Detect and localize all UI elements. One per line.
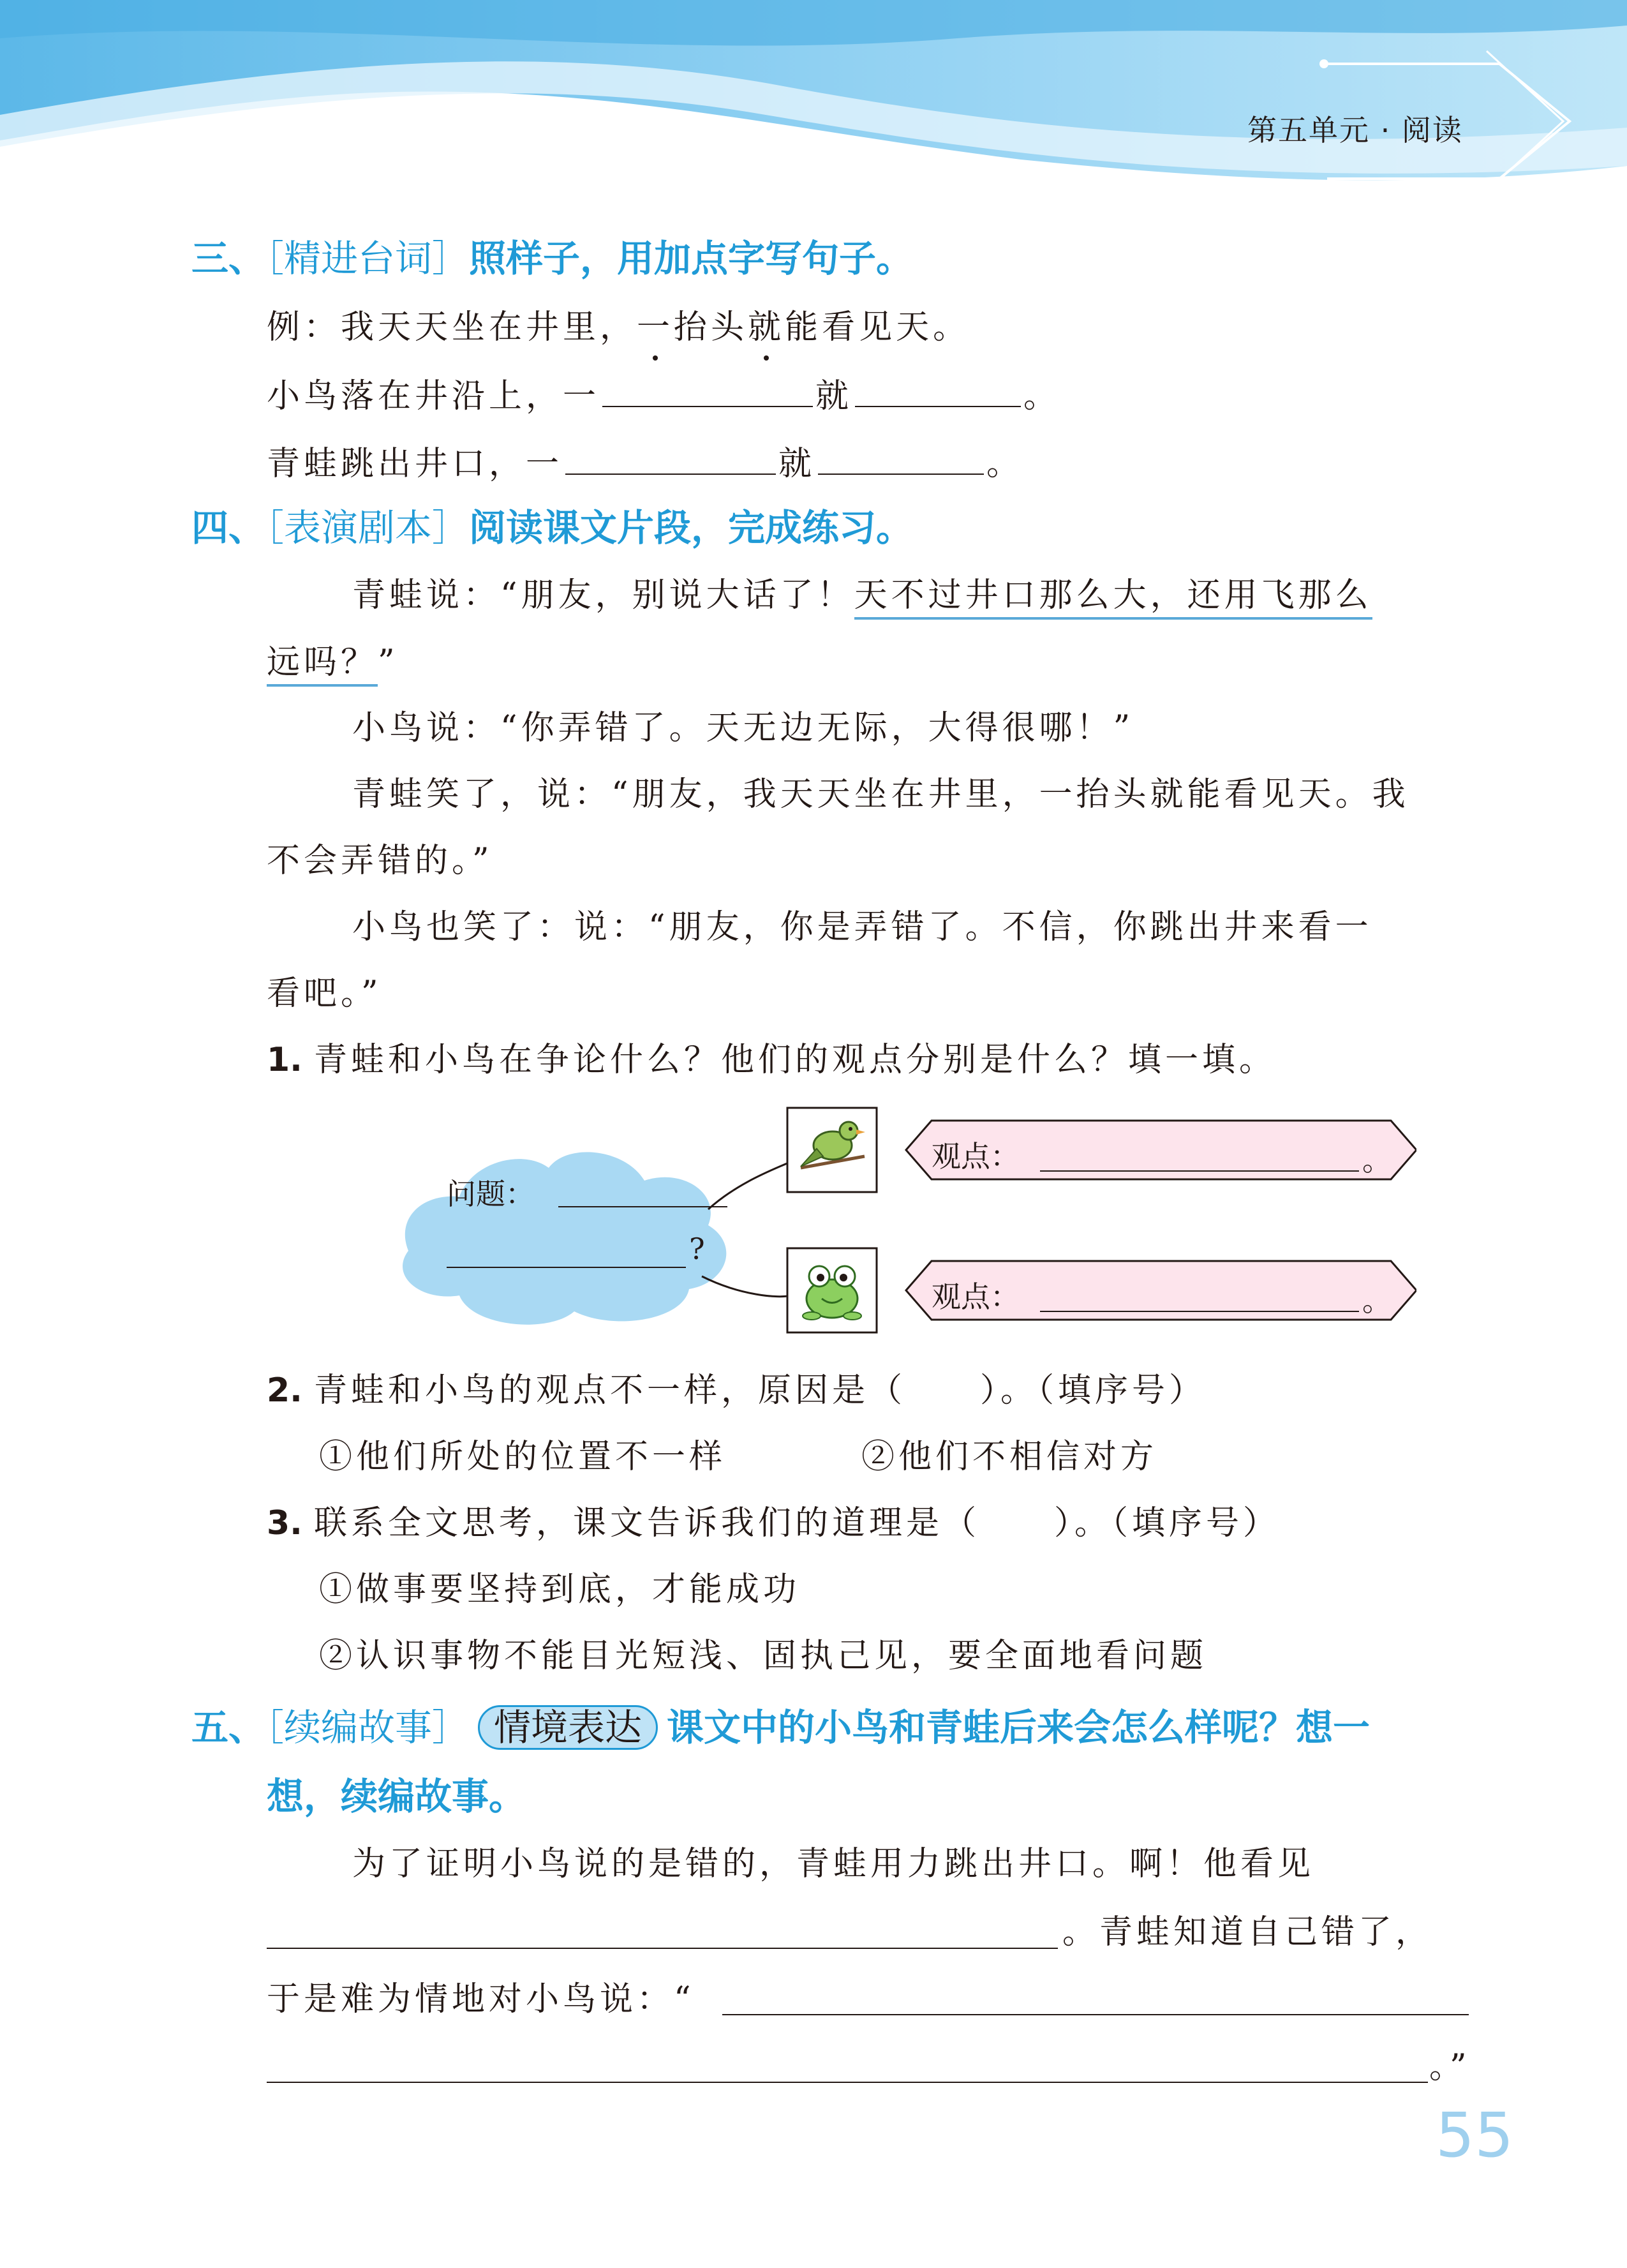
line1-text-c: 。 [1023,377,1061,415]
passage-p2: 小鸟说：“你弄错了。天无边无际，大得很哪！” [352,709,1134,747]
story-p2-end: 。青蛙知道自己错了， [1062,1913,1433,1951]
section5-tag: ［续编故事］ [265,1706,470,1749]
q3-number: 3. [267,1504,302,1542]
question-3 [267,1496,1280,1544]
section5-title-b: 想，续编故事。 [267,1775,526,1818]
example-dot-word-2: 就 [748,308,785,347]
line1-text-a: 小鸟落在井沿上，一 [267,377,600,415]
section5-title-a: 课文中的小鸟和青蛙后来会怎么样呢？想一 [667,1706,1371,1749]
section4-heading [191,498,913,551]
passage-p4-line2: 看吧。” [267,974,382,1013]
story-p3: 于是难为情地对小鸟说：“ [267,1980,695,2018]
example-dot-word-1: 一 [637,308,674,347]
bird-view-end: 。 [1362,1143,1392,1177]
passage-p1-line2 [267,635,399,683]
cloud-blank-1[interactable] [558,1206,727,1207]
line2-blank-2[interactable] [818,442,984,475]
story-blank-1[interactable] [267,1948,1058,1949]
p1-underlined: 天不过井口那么大，还用飞那么 [854,576,1372,620]
section5-badge: 情境表达 [478,1705,658,1750]
q2-option-2: ②他们不相信对方 [861,1438,1158,1476]
bird-view-label: 观点： [932,1139,1020,1174]
section5-heading [191,1697,1370,1751]
q2-number: 2. [267,1371,302,1410]
section3-tag: ［精进台词］ [265,237,470,280]
header-wave [0,0,1627,204]
passage-p3-line1: 青蛙笑了，说：“朋友，我天天坐在井里，一抬头就能看见天。我 [352,775,1409,814]
page-number: 55 [1436,2100,1514,2171]
story-blank-3[interactable] [267,2082,1428,2083]
q2-text: 青蛙和小鸟的观点不一样，原因是（ ）。（填序号） [313,1371,1206,1410]
q1-number: 1. [267,1041,302,1079]
q2-option-1: ①他们所处的位置不一样 [319,1438,727,1476]
question-2 [267,1363,1206,1411]
story-p1: 为了证明小鸟说的是错的，青蛙用力跳出井口。啊！他看见 [352,1845,1315,1883]
section3-heading [191,228,913,282]
question-1 [267,1033,1276,1080]
line2-text-a: 青蛙跳出井口，一 [267,445,563,483]
frog-view-end: 。 [1362,1283,1392,1318]
cloud-question-mark: ? [689,1232,705,1266]
example-post: 能看见天。 [785,308,970,347]
section4-num: 四、 [191,506,266,549]
section3-line2 [267,436,1023,484]
q1-text: 青蛙和小鸟在争论什么？他们的观点分别是什么？填一填。 [313,1041,1276,1079]
passage-p1-line1 [352,568,1372,616]
passage-p4-line1: 小鸟也笑了：说：“朋友，你是弄错了。不信，你跳出井来看一 [352,908,1372,946]
line1-blank-1[interactable] [602,374,813,407]
cloud-blank-2[interactable] [447,1267,686,1268]
cloud-question-label: 问题： [447,1177,535,1211]
q3-text: 联系全文思考，课文告诉我们的道理是（ ）。（填序号） [313,1504,1280,1542]
q3-option-2: ②认识事物不能目光短浅、固执己见，要全面地看问题 [319,1637,1208,1675]
debate-diagram [383,1085,1416,1353]
p1-quote-close: ” [378,643,399,682]
p1-underlined-end: 远吗？ [267,643,378,687]
story-blank-2[interactable] [722,2014,1469,2015]
unit-label: 第五单元 · 阅读 [1247,113,1463,147]
example-pre: 例：我天天坐在井里， [267,308,637,347]
line2-blank-1[interactable] [565,442,776,475]
p1-text-a: 青蛙说：“朋友，别说大话了！ [352,576,854,615]
passage-p3-line2: 不会弄错的。” [267,842,493,880]
line2-text-c: 。 [986,445,1024,483]
section5-num: 五、 [191,1706,266,1749]
section4-title: 阅读课文片段，完成练习。 [469,506,914,549]
line1-text-b: 就 [815,377,853,415]
frog-view-blank[interactable] [1040,1311,1359,1312]
section4-tag: ［表演剧本］ [265,506,470,549]
section3-title: 照样子，用加点字写句子。 [469,237,914,280]
story-p4-end: 。” [1429,2048,1471,2086]
section3-line1 [267,369,1060,417]
bird-view-blank[interactable] [1040,1170,1359,1172]
example-mid: 抬头 [674,308,748,347]
line2-text-b: 就 [778,445,816,483]
frog-view-label: 观点： [932,1279,1020,1314]
q3-option-1: ①做事要坚持到底，才能成功 [319,1570,801,1609]
section3-example [267,300,970,348]
section3-num: 三、 [191,237,266,280]
line1-blank-2[interactable] [855,374,1021,407]
